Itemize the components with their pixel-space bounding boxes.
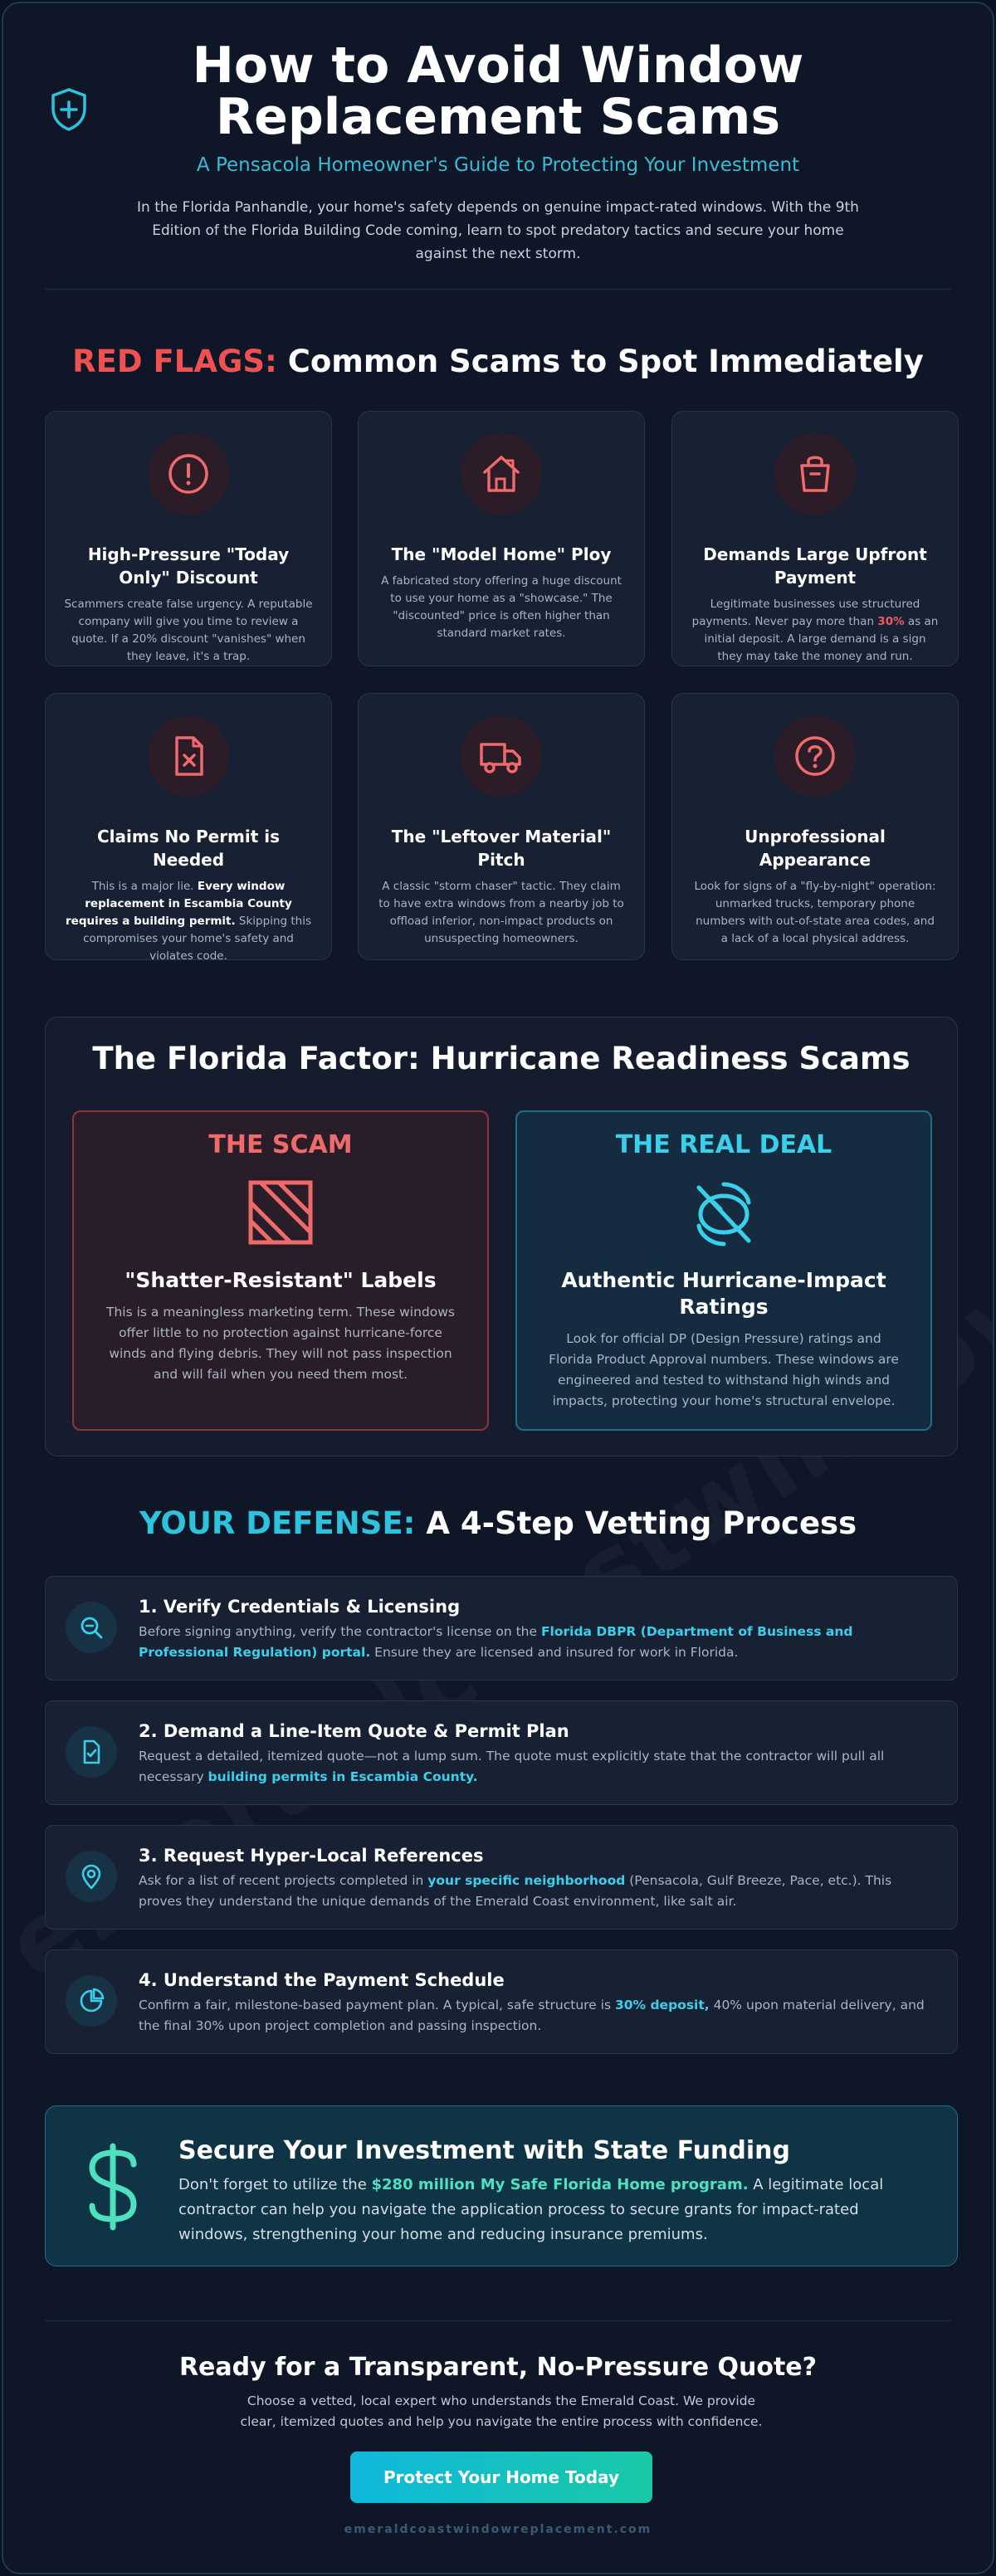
question-circle-icon: [790, 731, 840, 781]
cracked-glass-icon: [246, 1178, 315, 1247]
step-title: 1. Verify Credentials & Licensing: [139, 1597, 461, 1617]
step-text-part: Confirm a fair, milestone-based payment plan. A typical, safe structure is: [139, 1998, 615, 2013]
step-text: [139, 1746, 927, 1788]
funding-text-part: A legitimate local contractor can help you navigate the application process to secure grants for impact-rated windows, strengthening your home and reducing insurance premiums.: [178, 2176, 884, 2243]
pie-chart-icon: [77, 1987, 105, 2015]
card-title: Claims No Permit is Needed: [96, 827, 281, 870]
card-title: Unprofessional Appearance: [745, 827, 886, 870]
step-icon-circle: [66, 1975, 117, 2027]
infographic-frame: [2, 2, 994, 2574]
card-text-part: Legitimate businesses use structured payments. Never pay more than: [691, 598, 920, 628]
card-text: Scammers create false urgency. A reputable company will give you time to review a quote. If a 20% discount "vanishes" when they leave, it's a trap.: [64, 598, 313, 663]
icon-circle: [461, 715, 542, 797]
vetting-step: [45, 1825, 958, 1930]
step-text-highlight: your specific neighborhood: [427, 1873, 626, 1888]
search-icon: [77, 1613, 105, 1642]
real-deal-heading: Authentic Hurricane-Impact Ratings: [561, 1268, 886, 1319]
icon-circle: [774, 715, 856, 797]
funding-title: Secure Your Investment with State Funding: [178, 2136, 790, 2165]
section-divider: [45, 289, 951, 290]
step-text-highlight: Florida DBPR (Department of Business and Professional Regulation) portal.: [139, 1624, 853, 1660]
step-text-part: Ensure they are licensed and insured for work in Florida.: [370, 1645, 739, 1660]
card-text: [691, 596, 940, 666]
section-divider: [45, 2320, 951, 2321]
card-text-highlight: 30%: [877, 615, 905, 628]
florida-factor-title: The Florida Factor: Hurricane Readiness Scams: [92, 1041, 911, 1076]
real-deal-panel: [515, 1110, 932, 1431]
red-flag-card: [358, 693, 645, 960]
step-title: 2. Demand a Line-Item Quote & Permit Plan: [139, 1721, 569, 1741]
icon-circle: [461, 433, 542, 515]
step-text-part: Request a detailed, itemized quote—not a lump sum. The quote must explicitly state that the contractor will pull all necessary: [139, 1749, 885, 1784]
vetting-step: [45, 1700, 958, 1805]
step-text-part: (Pensacola, Gulf Breeze, Pace, etc.). This proves they understand the unique demands of the Emerald Coast environment, like salt air.: [139, 1873, 892, 1909]
card-title: The "Leftover Material" Pitch: [391, 827, 612, 870]
step-title: 4. Understand the Payment Schedule: [139, 1970, 505, 1990]
dollar-icon: [84, 2141, 142, 2232]
red-flag-card: [358, 411, 645, 666]
scam-label: THE SCAM: [208, 1130, 353, 1159]
step-text-part: 40% upon material delivery, and the final 30% upon project completion and passing inspection.: [139, 1998, 925, 2033]
intro-text: In the Florida Panhandle, your home's safety depends on genuine impact-rated windows. With the 9th Edition of the Florida Building Code coming, learn to spot predatory tactics and secure your home against the next storm.: [137, 199, 859, 262]
card-text-part: This is a major lie.: [91, 880, 198, 893]
hurricane-shield-icon: [689, 1178, 759, 1247]
defense-title: [3, 1505, 993, 1541]
red-flags-title: [3, 344, 993, 379]
state-funding-box: [45, 2105, 958, 2266]
step-icon-circle: [66, 1851, 117, 1902]
defense-title-accent: YOUR DEFENSE:: [139, 1505, 416, 1541]
card-text: Look for signs of a "fly-by-night" operation: unmarked trucks, temporary phone numbers with out-of-state area codes, and a lack of a local physical address.: [694, 880, 936, 945]
card-text-bold: Every window replacement in Escambia County requires a building permit.: [66, 880, 292, 928]
card-title: High-Pressure "Today Only" Discount: [87, 544, 290, 588]
red-flags-title-accent: RED FLAGS:: [72, 344, 277, 379]
truck-icon: [476, 731, 526, 781]
scam-panel: [72, 1110, 489, 1431]
card-text-part: as an initial deposit. A large demand is a sign they may take the money and run.: [704, 615, 939, 663]
funding-text-part: Don't forget to utilize the: [178, 2176, 372, 2193]
red-flag-card: [45, 693, 332, 963]
hero: [3, 37, 993, 266]
step-text: [139, 1995, 927, 2037]
step-icon-circle: [66, 1602, 117, 1653]
house-badge-icon: [476, 449, 526, 499]
real-deal-text: Look for official DP (Design Pressure) ratings and Florida Product Approval numbers. These windows are engineered and tested to withstand high winds and impacts, protecting your home's structural envelope.: [549, 1331, 899, 1408]
real-deal-label: THE REAL DEAL: [615, 1130, 832, 1159]
file-check-icon: [77, 1738, 105, 1766]
red-flag-card: [671, 411, 959, 666]
step-text: [139, 1871, 927, 1912]
card-text-part: Skipping this compromises your home's safety and violates code.: [83, 915, 311, 963]
step-text-part: Ask for a list of recent projects completed in: [139, 1873, 428, 1888]
step-text: [139, 1622, 927, 1663]
florida-factor-section: [45, 1017, 958, 1456]
icon-circle: [148, 715, 229, 797]
page-title-line2: Replacement Scams: [215, 88, 781, 146]
file-x-icon: [164, 731, 213, 781]
alert-circle-icon: [164, 449, 213, 499]
defense-title-rest: A 4-Step Vetting Process: [426, 1505, 857, 1541]
step-title: 3. Request Hyper-Local References: [139, 1846, 484, 1866]
card-text: A fabricated story offering a huge discount to use your home as a "showcase." The "discounted" price is often higher than standard market rates.: [381, 574, 622, 640]
step-text-highlight: 30% deposit,: [614, 1998, 710, 2013]
map-pin-icon: [77, 1862, 105, 1891]
step-icon-circle: [66, 1726, 117, 1778]
red-flags-title-rest: Common Scams to Spot Immediately: [287, 344, 924, 379]
page-title-line1: How to Avoid Window: [192, 37, 804, 95]
protect-home-button[interactable]: Protect Your Home Today: [350, 2452, 652, 2503]
shopping-bag-icon: [790, 449, 840, 499]
step-text-highlight: building permits in Escambia County.: [208, 1769, 478, 1784]
page-subtitle: A Pensacola Homeowner's Guide to Protecting Your Investment: [196, 154, 800, 176]
cta-text: Choose a vetted, local expert who understands the Emerald Coast. We provide clear, itemized quotes and help you navigate the entire process with confidence.: [240, 2393, 763, 2429]
icon-circle: [774, 433, 856, 515]
card-title: Demands Large Upfront Payment: [703, 544, 927, 588]
scam-heading: "Shatter-Resistant" Labels: [124, 1268, 437, 1292]
red-flag-card: [45, 411, 332, 666]
funding-text: [178, 2173, 909, 2247]
card-title: The "Model Home" Ploy: [391, 544, 612, 564]
funding-text-highlight: $280 million My Safe Florida Home program.: [371, 2176, 749, 2193]
website-link[interactable]: emeraldcoastwindowreplacement.com: [344, 2523, 652, 2536]
vetting-step: [45, 1576, 958, 1681]
icon-circle: [148, 433, 229, 515]
step-text-part: Before signing anything, verify the contractor's license on the: [139, 1624, 541, 1639]
card-text: [64, 878, 313, 965]
vetting-step: [45, 1949, 958, 2054]
cta-title: Ready for a Transparent, No-Pressure Quote?: [178, 2353, 818, 2382]
card-text: A classic "storm chaser" tactic. They claim to have extra windows from a nearby job to offload inferior, non-impact products on unsuspecting homeowners.: [378, 880, 624, 945]
scam-text: This is a meaningless marketing term. These windows offer little to no protection against hurricane-force winds and flying debris. They will not pass inspection and will fail when you need them most.: [106, 1305, 455, 1382]
red-flag-card: [671, 693, 959, 960]
page-title: [3, 37, 993, 146]
